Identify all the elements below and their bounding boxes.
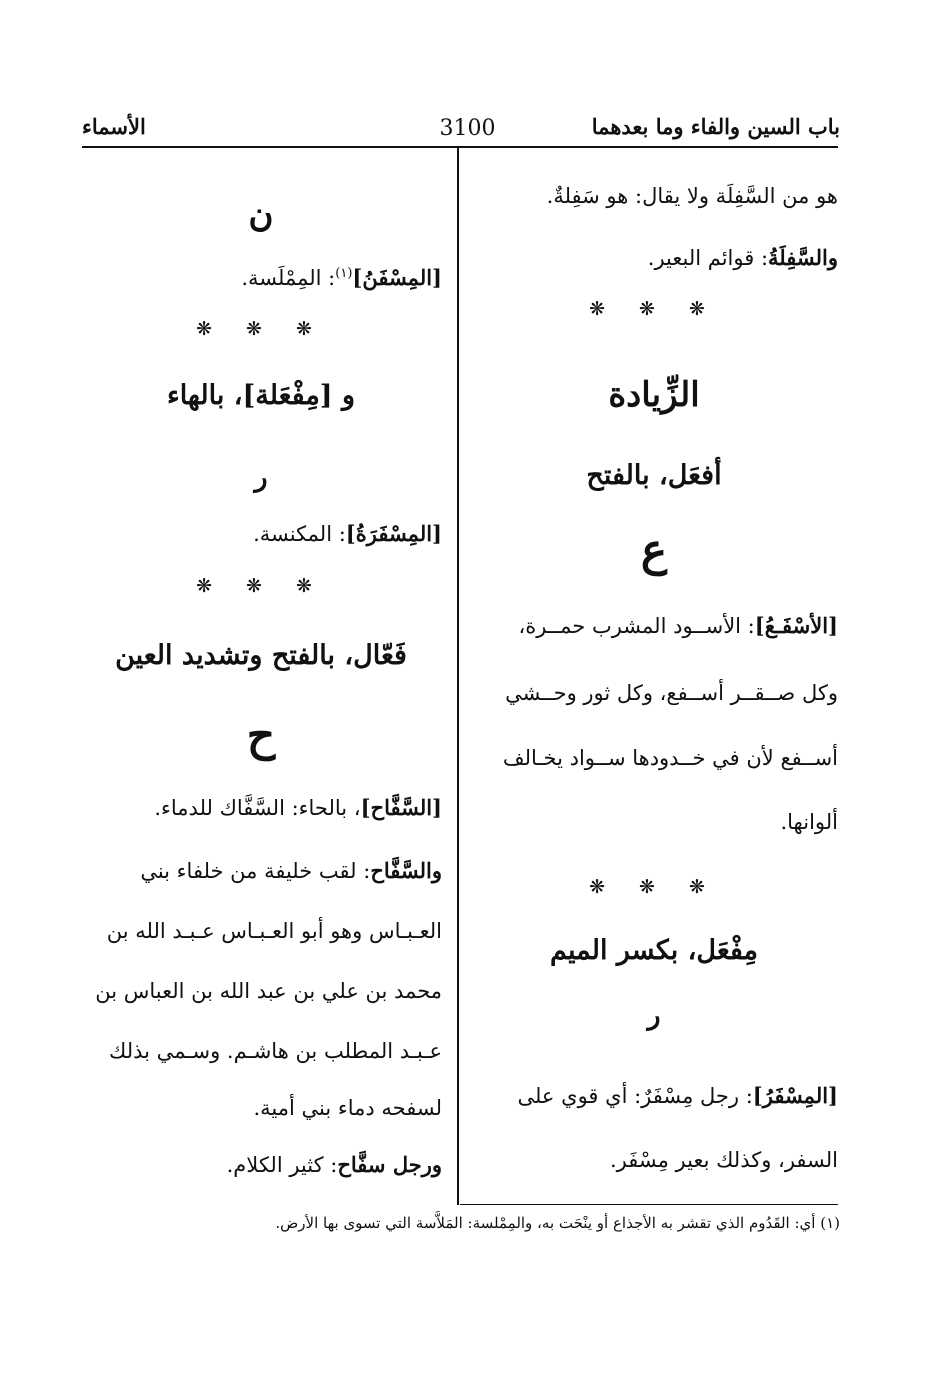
entry-misfara <box>80 518 442 550</box>
text-line: عـبـد المطلب بن هاشـم. وسـمي بذلك <box>109 1039 442 1063</box>
text-line: العـبـاس وهو أبو العـبـاس عـبـد الله بن <box>106 919 442 943</box>
footnote: (١) أي: القَدُوم الذي تقشر به الأجذاع أو ينْحَت به، والمِمْلسة: المَلاَّسة التي تسوى بها الأرض. <box>275 1214 840 1232</box>
entry-headword: [السَّفَّاح] <box>360 795 442 820</box>
chapter-title: باب السين والفاء وما بعدهما <box>591 114 840 139</box>
text-line: وكل صــقــر أســفع، وكل ثور وحــشي <box>505 681 838 705</box>
page-number: 3100 <box>439 116 496 141</box>
entry-headword: [المِسْفَرَةُ] <box>345 521 442 546</box>
heading-fa33al: فَعّال، بالفتح وتشديد العين <box>115 640 407 671</box>
section-separator: ❋ ❋ ❋ <box>589 298 719 320</box>
entry-headword: والسَّفِلَةُ <box>768 245 838 270</box>
text-line: أســفع لأن في خــدودها ســواد يخـالف <box>502 746 838 770</box>
entry-misfan <box>80 258 442 294</box>
letter-ayn: ع <box>640 525 668 576</box>
entry-rajul <box>80 1149 442 1181</box>
heading-mifala: و [مِفْعَلة]، بالهاء <box>167 380 355 411</box>
entry-saffah-title <box>80 855 442 887</box>
entry-definition: : كثير الكلام. <box>226 1153 338 1177</box>
entry-definition: : قوائم البعير. <box>647 246 769 270</box>
entry-definition: ، بالحاء: السَّفَّاك للدماء. <box>154 796 361 820</box>
entry-definition: : المكنسة. <box>253 522 346 546</box>
section-separator: ❋ ❋ ❋ <box>196 318 326 340</box>
heading-ziyada: الزِّيادة <box>608 375 700 415</box>
letter-ra: ر <box>254 462 268 493</box>
header-rule <box>82 146 838 148</box>
entry-headword: ورجل سفَّاح <box>337 1152 442 1177</box>
text-line: لسفحه دماء بني أمية. <box>253 1096 442 1120</box>
section-title: الأسماء <box>82 114 146 139</box>
entry-definition: : الأســود المشرب حمــرة، <box>518 614 755 638</box>
column-divider <box>457 147 459 1205</box>
entry-headword: [المِسْفَنُ] <box>352 265 442 290</box>
text-line: محمد بن علي بن عبد الله بن العباس بن <box>95 979 442 1003</box>
entry-headword: [الأسْفَـعُ] <box>754 613 838 638</box>
text-line: ألوانها. <box>780 810 838 834</box>
letter-nun: ن <box>248 195 274 235</box>
entry-misfar <box>470 1080 838 1112</box>
entry-headword: والسَّفَّاح <box>370 858 442 883</box>
heading-afal: أفعَل، بالفتح <box>586 460 722 491</box>
footnote-rule <box>460 1204 838 1205</box>
text-line: السفر، وكذلك بعير مِسْفَر. <box>609 1148 838 1172</box>
section-separator: ❋ ❋ ❋ <box>196 575 326 597</box>
footnote-reference: (١) <box>335 266 353 281</box>
entry-definition: : رجل مِسْفَرٌ: أي قوي على <box>517 1084 753 1108</box>
entry-asfa <box>470 610 838 642</box>
entry-definition: : لقب خليفة من خلفاء بني <box>140 859 371 883</box>
letter-ha: ح <box>246 710 276 761</box>
entry-definition: : المِمْلَسة. <box>241 266 336 290</box>
entry-headword: [المِسْفَرُ] <box>752 1083 838 1108</box>
section-separator: ❋ ❋ ❋ <box>589 876 719 898</box>
entry-saffah <box>80 792 442 824</box>
heading-mifal: مِفْعَل، بكسر الميم <box>550 935 758 966</box>
text-line: هو من السَّفِلَة ولا يقال: هو سَفِلةٌ. <box>546 184 838 208</box>
entry-sifla <box>470 242 838 274</box>
letter-ra: ر <box>647 1000 661 1031</box>
